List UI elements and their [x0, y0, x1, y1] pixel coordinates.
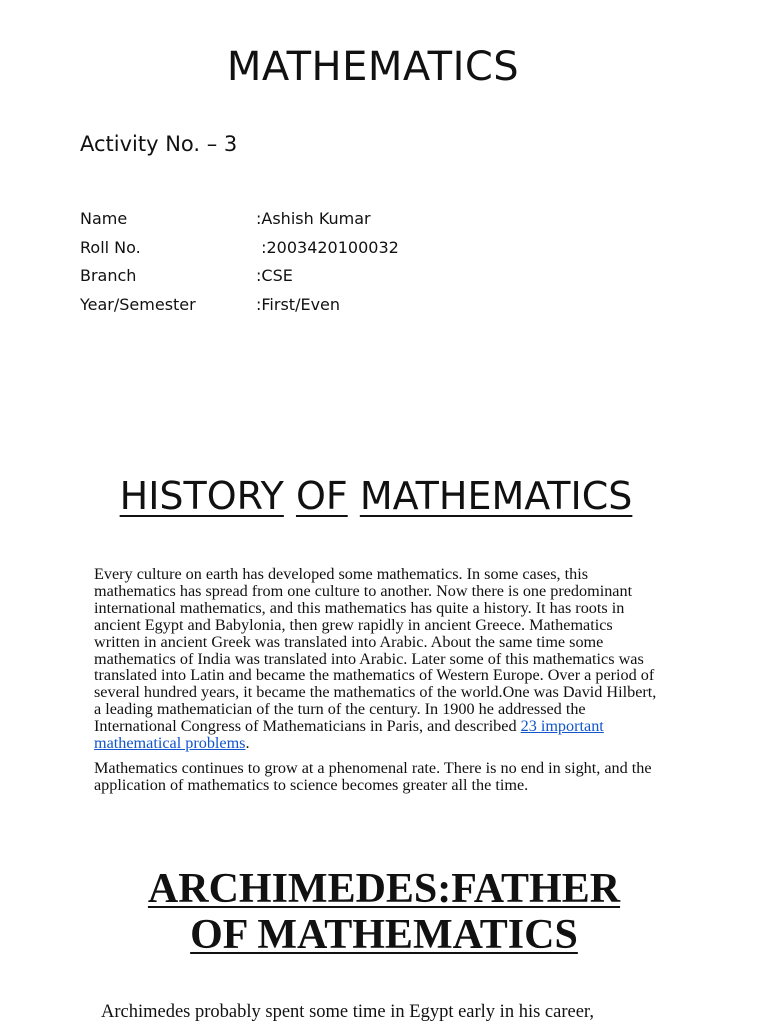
hilbert-problems-link[interactable]: 23 important mathematical problems: [94, 717, 604, 753]
info-row-roll-no: [80, 233, 399, 262]
archimedes-heading-line-2: OF MATHEMATICS: [190, 912, 578, 958]
info-value-name: :Ashish Kumar: [256, 208, 371, 228]
student-info-table: [80, 204, 399, 319]
history-heading-word: HISTORY: [119, 474, 284, 518]
history-heading-word: OF: [295, 474, 348, 518]
info-row-branch: [80, 261, 399, 290]
info-label-roll-no: Roll No.: [80, 237, 141, 257]
history-paragraph-1: [94, 566, 660, 752]
info-row-year-semester: [80, 290, 399, 319]
history-paragraph-1-text: Every culture on earth has developed some mathematics. In some cases, this mathematics has spread from one culture to another. Now there is one predominant international mathematics, and this mathematics has quite a history. It has roots in ancient Egypt and Babylonia, then grew rapidly in ancient Greece. Mathematics written in ancient Greek was translated into Arabic. About the same time some mathematics of India was translated into Arabic. Later some of this mathematics was translated into Latin and became the mathematics of Western Europe. Over a period of several hundred years, it became the mathematics of the world.One was David Hilbert, a leading mathematician of the turn of the century. In 1900 he addressed the International Congress of Mathematicians in Paris, and described: [94, 565, 657, 736]
history-body: [94, 566, 660, 802]
archimedes-heading: [0, 866, 768, 958]
history-paragraph-1-end: .: [245, 734, 250, 753]
info-label-branch: Branch: [80, 266, 137, 286]
history-paragraph-2: Mathematics continues to grow at a phenomenal rate. There is no end in sight, and the application of mathematics to science becomes greater all the time.: [94, 758, 652, 794]
archimedes-heading-line-1: ARCHIMEDES:FATHER: [147, 866, 621, 912]
info-row-name: [80, 204, 399, 233]
activity-number: Activity No. – 3: [80, 132, 238, 156]
info-value-year-semester: :First/Even: [256, 294, 341, 314]
history-heading: [0, 474, 752, 518]
page-title: MATHEMATICS: [226, 44, 520, 90]
info-value-branch: :CSE: [256, 266, 293, 286]
info-value-roll-no: :2003420100032: [256, 237, 399, 257]
info-label-name: Name: [80, 208, 128, 228]
archimedes-body: Archimedes probably spent some time in Egypt early in his career,: [101, 1002, 594, 1022]
info-label-year-semester: Year/Semester: [80, 294, 196, 314]
history-heading-word: MATHEMATICS: [359, 474, 633, 518]
